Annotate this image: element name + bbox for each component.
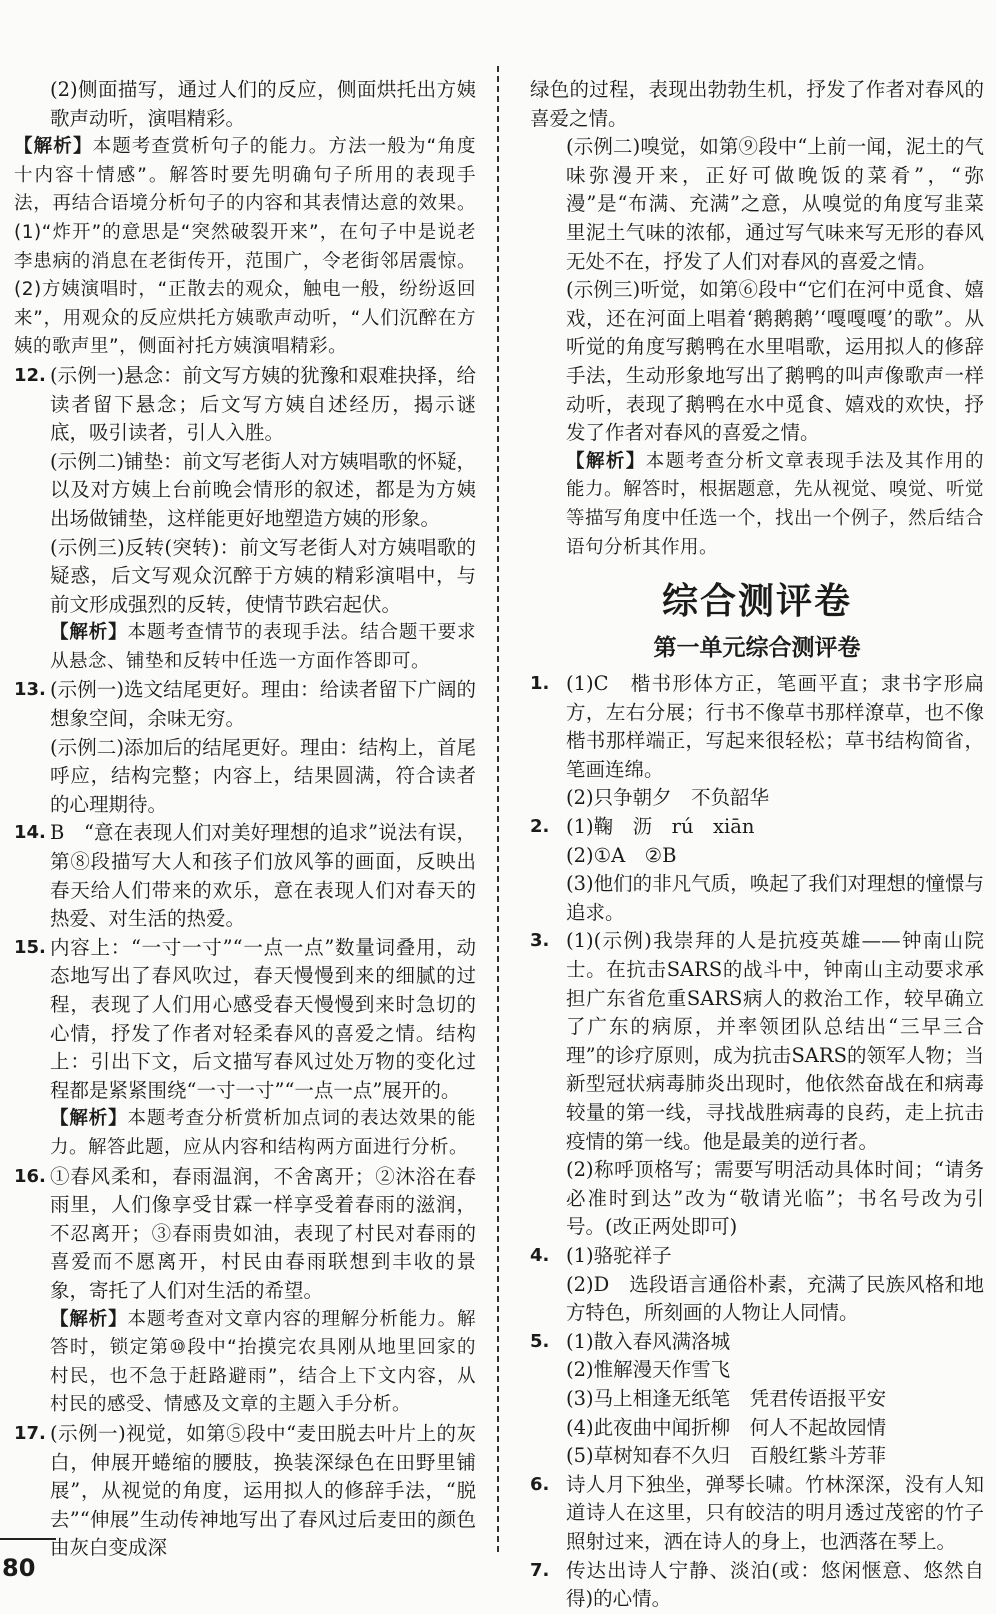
section-title: 综合测评卷 <box>661 581 852 623</box>
answer-text <box>530 1356 984 1385</box>
answer-item <box>530 927 984 1156</box>
answer-text <box>566 670 984 784</box>
text-content: (2)惟解漫天作雪飞 <box>566 1358 731 1382</box>
text-content: B “意在表现人们对美好理想的追求”说法有误，第⑧段描写大人和孩子们放风筝的画面，反映出春天给人们带来的欢乐，意在表现人们对春天的热爱、对生活的热爱。 <box>50 821 476 931</box>
answer-paragraph <box>530 133 984 276</box>
item-number: 6. <box>530 1473 550 1495</box>
answer-paragraph <box>14 76 476 133</box>
answer-paragraph <box>530 842 984 871</box>
answer-text <box>50 1163 476 1306</box>
text-content: 本题考查对文章内容的理解分析能力。解答时，锁定第⑩段中“抬摸完农具刚从地里回家的村民，也不急于赶路避雨”，结合上下文内容，从村民的感受、情感及文章的主题入手分析。 <box>50 1308 476 1416</box>
text-content: (2)D 选段语言通俗朴素，充满了民族风格和地方特色，所刻画的人物让人同情。 <box>566 1272 984 1325</box>
answer-text <box>530 76 984 133</box>
text-content: (示例一)选文结尾更好。理由：给读者留下广阔的想象空间，余味无穷。 <box>50 678 476 731</box>
answer-paragraph <box>530 870 984 927</box>
answer-item <box>530 1471 984 1557</box>
answer-item <box>530 1242 984 1271</box>
answer-text <box>530 1414 984 1443</box>
column-divider <box>497 66 499 1552</box>
answer-text <box>530 276 984 448</box>
answer-item <box>14 934 476 1106</box>
analysis-tag: 【解析】 <box>50 1108 128 1130</box>
text-content: (1)C 楷书形体方正，笔画平直；隶书字形扁方，左右分展；行书不像草书那样潦草，也不像楷书那样端正，写起来很轻松；草书结构简省，笔画连绵。 <box>566 672 984 781</box>
answer-paragraph <box>530 1414 984 1443</box>
item-number: 1. <box>530 673 550 695</box>
text-content: (示例一)悬念：前文写方姨的犹豫和艰难抉择，给读者留下悬念；后文写方姨自述经历，揭示谜底，吸引读者，引人入胜。 <box>50 363 476 445</box>
left-column <box>14 76 476 1563</box>
text-content: (2)侧面描写，通过人们的反应，侧面烘托出方姨歌声动听，演唱精彩。 <box>50 78 476 130</box>
item-number: 5. <box>530 1330 550 1352</box>
text-content: (示例三)反转(突转)：前文写老街人对方姨唱歌的疑惑，后文写观众沉醉于方姨的精彩演唱中，与前文形成强烈的反转，使情节跌宕起伏。 <box>50 535 476 616</box>
answer-text <box>50 362 476 448</box>
text-content: (示例二)嗅觉，如第⑨段中“上前一闻，泥土的气味弥漫开来，正好可做晚饭的菜肴”，“弥漫”是“布满、充满”之意，从嗅觉的角度写韭菜里泥土气味的浓郁，通过写气味来写无形的春风无处不在，抒发了人们对春风的喜爱之情。 <box>566 135 984 273</box>
answer-text <box>14 76 476 133</box>
answer-text <box>566 1242 984 1271</box>
item-number: 17. <box>14 1422 46 1444</box>
answer-item <box>530 1328 984 1357</box>
analysis-text <box>14 1105 476 1162</box>
answer-text <box>530 133 984 276</box>
text-content: (2)只争朝夕 不负韶华 <box>566 786 770 810</box>
text-content: (1)鞠 沥 rú xiān <box>566 815 755 839</box>
text-content: (示例三)听觉，如第⑥段中“它们在河中觅食、嬉戏，还在河面上唱着‘鹅鹅鹅’‘嘎嘎嘎’的歌”。从听觉的角度写鹅鸭在水里唱歌，运用拟人的修辞手法，生动形象地写出了鹅鸭的叫声像歌声一样动听，表现了鹅鸭在水中觅食、嬉戏的欢快，抒发了作者对春风的喜爱之情。 <box>566 278 984 445</box>
text-content: ①春风柔和，春雨温润，不舍离开；②沐浴在春雨里，人们像享受甘霖一样享受着春雨的滋润，不忍离开；③春雨贵如油，表现了村民对春雨的喜爱而不愿离开，村民由春雨联想到丰收的景象，寄托了人们对生活的希望。 <box>50 1164 476 1302</box>
answer-paragraph <box>14 619 476 676</box>
answer-item <box>14 362 476 448</box>
answer-item <box>14 819 476 933</box>
section-subtitle: 第一单元综合测评卷 <box>653 635 861 662</box>
text-content: (示例二)铺垫：前文写老街人对方姨唱歌的怀疑，以及对方姨上台前晚会情形的叙述，都是为方姨出场做铺垫，这样能更好地塑造方姨的形象。 <box>50 449 476 530</box>
answer-text <box>50 819 476 933</box>
answer-paragraph <box>530 1156 984 1242</box>
answer-paragraph <box>14 448 476 534</box>
answer-text <box>14 734 476 820</box>
text-content: 绿色的过程，表现出勃勃生机，抒发了作者对春风的喜爱之情。 <box>530 78 984 130</box>
answer-text <box>566 1328 984 1357</box>
text-content: (3)马上相逢无纸笔 凭君传语报平安 <box>566 1386 887 1410</box>
text-content: 本题考查情节的表现手法。结合题干要求从悬念、铺垫和反转中任选一方面作答即可。 <box>50 622 476 672</box>
answer-item <box>14 1163 476 1306</box>
answer-paragraph <box>530 1356 984 1385</box>
analysis-text <box>14 133 476 362</box>
text-content: 本题考查分析文章表现手法及其作用的能力。解答时，根据题意，先从视觉、嗅觉、听觉等描写角度中任选一个，找出一个例子，然后结合语句分析其作用。 <box>566 450 985 558</box>
answer-item <box>14 1420 476 1563</box>
text-content: (3)他们的非凡气质，唤起了我们对理想的憧憬与追求。 <box>566 872 984 924</box>
answer-text <box>14 534 476 620</box>
text-content: (示例二)添加后的结尾更好。理由：结构上，首尾呼应，结构完整；内容上，结果圆满，符合读者的心理期待。 <box>50 735 476 816</box>
answer-paragraph <box>530 1385 984 1414</box>
answer-paragraph <box>530 784 984 813</box>
item-number: 16. <box>14 1165 46 1187</box>
text-content: 内容上：“一寸一寸”“一点一点”数量词叠用，动态地写出了春风吹过，春天慢慢到来的细腻的过程，表现了人们用心感受春天慢慢到来时急切的心情，抒发了作者对轻柔春风的喜爱之情。结构上：引出下文，后文描写春风过处万物的变化过程都是紧紧围绕“一寸一寸”“一点一点”展开的。 <box>50 935 476 1102</box>
answer-paragraph <box>14 1306 476 1420</box>
answer-text <box>530 1271 984 1328</box>
text-content: (1)(示例)我崇拜的人是抗疫英雄——钟南山院士。在抗击SARS的战斗中，钟南山主动要求承担广东省危重SARS病人的救治工作，较早确立了广东的病原，并率领团队总结出“三早三合理”的诊疗原则，成为抗击SARS的领军人物；当新型冠状病毒肺炎出现时，他依然奋战在和病毒较量的第一线，寻找战胜病毒的良药，走上抗击疫情的第一线。他是最美的逆行者。 <box>566 929 984 1153</box>
item-number: 12. <box>14 364 46 386</box>
page-number-rule <box>0 1538 56 1540</box>
answer-text <box>530 1442 984 1471</box>
analysis-text <box>530 448 984 562</box>
answer-paragraph <box>530 448 984 562</box>
answer-text <box>530 842 984 871</box>
item-number: 15. <box>14 936 46 958</box>
answer-text <box>566 1471 984 1557</box>
text-content: (4)此夜曲中闻折柳 何人不起故园情 <box>566 1415 887 1439</box>
analysis-tag: 【解析】 <box>50 622 128 644</box>
item-number: 7. <box>530 1559 550 1581</box>
item-number: 4. <box>530 1244 550 1266</box>
answer-item <box>14 676 476 733</box>
answer-text <box>50 676 476 733</box>
analysis-tag: 【解析】 <box>566 450 646 472</box>
answer-text <box>530 784 984 813</box>
text-content: 诗人月下独坐，弹琴长啸。竹林深深，没有人知道诗人在这里，只有皎洁的明月透过茂密的竹子照射过来，洒在诗人的身上，也洒落在琴上。 <box>566 1472 984 1553</box>
text-content: 传达出诗人宁静、淡泊(或：悠闲惬意、悠然自得)的心情。 <box>566 1558 984 1611</box>
right-top-block <box>530 76 984 562</box>
answer-text <box>50 1420 476 1563</box>
answer-text <box>530 1385 984 1414</box>
answer-paragraph <box>530 276 984 448</box>
answer-text <box>566 927 984 1156</box>
answer-text <box>14 448 476 534</box>
answer-item <box>530 670 984 784</box>
page-number: 80 <box>2 1554 36 1582</box>
answer-text <box>566 813 984 842</box>
analysis-tag: 【解析】 <box>50 1308 128 1330</box>
item-number: 3. <box>530 930 550 952</box>
analysis-tag: 【解析】 <box>14 136 93 158</box>
text-content: 本题考查赏析句子的能力。方法一般为“角度十内容十情感”。解答时要先明确句子所用的表现手法，再结合语境分析句子的内容和其表情达意的效果。(1)“炸开”的意思是“突然破裂开来”，在句子中是说老李患病的消息在老街传开，范围广，令老街邻居震惊。(2)方姨演唱时，“正散去的观众，触电一般，纷纷返回来”，用观众的反应烘托方姨歌声动听，“人们沉醉在方姨的歌声里”，侧面衬托方姨演唱精彩。 <box>14 136 476 358</box>
text-content: (1)骆驼祥子 <box>566 1243 672 1267</box>
answer-paragraph <box>14 534 476 620</box>
text-content: (2)①A ②B <box>566 843 677 867</box>
answer-paragraph <box>530 1271 984 1328</box>
item-number: 14. <box>14 822 46 844</box>
answer-text <box>50 934 476 1106</box>
analysis-text <box>14 619 476 676</box>
item-number: 13. <box>14 679 46 701</box>
answer-paragraph <box>14 1105 476 1162</box>
right-bottom-block <box>530 670 984 1614</box>
answer-paragraph <box>14 734 476 820</box>
text-content: (示例一)视觉，如第⑤段中“麦田脱去叶片上的灰白，伸展开蜷缩的腰肢，换装深绿色在田野里铺展”，从视觉的角度，运用拟人的修辞手法，“脱去”“伸展”生动传神地写出了春风过后麦田的颜色由灰白变成深 <box>50 1421 476 1560</box>
answer-paragraph <box>14 133 476 362</box>
text-content: (2)称呼顶格写；需要写明活动具体时间；“请务必准时到达”改为“敬请光临”；书名号改为引号。(改正两处即可) <box>566 1158 984 1239</box>
answer-text <box>566 1557 984 1614</box>
analysis-text <box>14 1306 476 1420</box>
answer-item <box>530 813 984 842</box>
answer-text <box>530 870 984 927</box>
item-number: 2. <box>530 816 550 838</box>
answer-text <box>530 1156 984 1242</box>
text-content: (5)草树知春不久归 百般红紫斗芳菲 <box>566 1444 887 1468</box>
text-content: (1)散入春风满洛城 <box>566 1329 731 1353</box>
text-content: 本题考查分析赏析加点词的表达效果的能力。解答此题，应从内容和结构两方面进行分析。 <box>50 1108 476 1158</box>
answer-paragraph <box>530 1442 984 1471</box>
answer-paragraph <box>530 76 984 133</box>
answer-item <box>530 1557 984 1614</box>
right-column <box>530 76 984 1614</box>
